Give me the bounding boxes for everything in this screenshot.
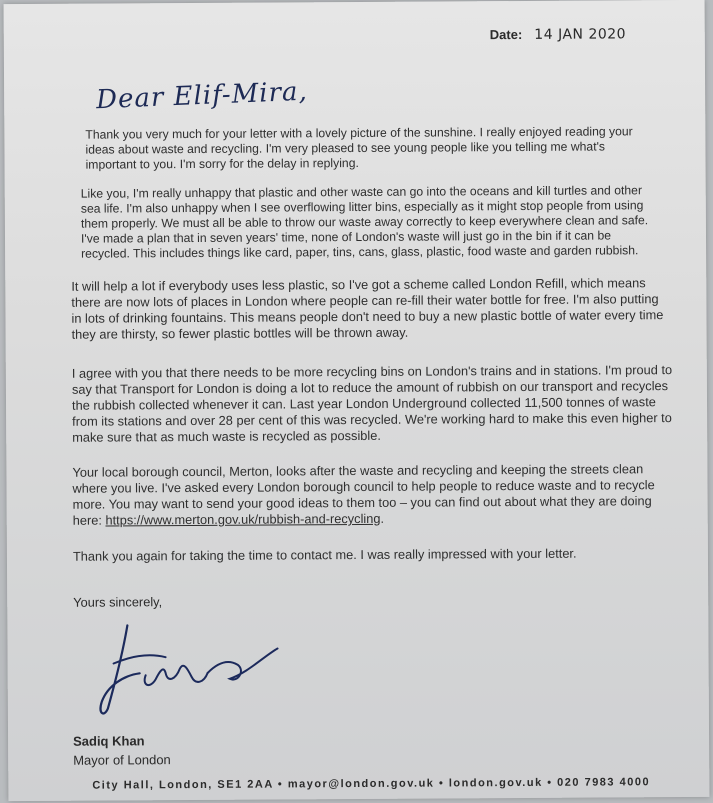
paragraph-1: Thank you very much for your letter with a lovely picture of the sunshine. I really enjoyed reading your ideas about waste and recycling. I'm very pleased to see young people like you telling me what's important to you. I'm sorry for the delay in replying.	[85, 124, 633, 172]
paragraph-5-text: Your local borough council, Merton, looks after the waste and recycling and keeping the streets clean where you live. I've asked every London borough council to help people to reduce waste and to recycle more. You may want to send your good ideas to them too – you can find out about what they are doing here:	[72, 461, 655, 528]
handwritten-greeting: Dear Elif-Mira,	[95, 76, 309, 116]
signatory-name: Sadiq Khan	[73, 733, 145, 749]
paragraph-3: It will help a lot if everybody uses less plastic, so I've got a scheme called London Refill, which means there are now lots of places in London where people can re-fill their water bottle for free. I'm also putting in lots of drinking fountains. This means people don't need to buy a new plastic bottle of water every time they are thirsty, so fewer plastic bottles will be thrown away.	[71, 275, 664, 342]
paragraph-5: Your local borough council, Merton, looks after the waste and recycling and keeping the streets clean where you live. I've asked every London borough council to help people to reduce waste and to recycle more. You may want to send your good ideas to them too – you can find out about what they are doing here: https://www.merton.gov.uk/rubbish-and-recycling.	[72, 461, 655, 528]
signatory-title: Mayor of London	[73, 752, 171, 768]
letter-page	[4, 0, 710, 801]
paragraph-6: Thank you again for taking the time to contact me. I was really impressed with your letter.	[72, 545, 577, 564]
date-stamp: 14 JAN 2020	[534, 26, 627, 43]
date-row	[490, 26, 626, 43]
closing: Yours sincerely,	[73, 594, 163, 610]
paragraph-4: I agree with you that there needs to be more recycling bins on London's trains and in stations. I'm proud to say that Transport for London is doing a lot to reduce the amount of rubbish on our transport and recycles the rubbish collected whenever it can. Last year London Underground collected 11,500 tonnes of waste from its stations and over 28 per cent of this was recycled. We're working hard to make this even higher to make sure that as much waste is recycled as possible.	[71, 362, 673, 445]
date-label: Date:	[489, 26, 523, 43]
footer-contact: City Hall, London, SE1 2AA • mayor@london.gov.uk • london.gov.uk • 020 7983 4000	[92, 776, 651, 792]
signature-icon	[87, 612, 308, 723]
paragraph-2: Like you, I'm really unhappy that plastic and other waste can go into the oceans and kill turtles and other sea life. I'm also unhappy when I see overflowing litter bins, especially as it might stop people from using them properly. We must all be able to throw our waste away correctly to keep everywhere clean and safe. I've made a plan that in seven years' time, none of London's waste will just go in the bin if it can be recycled. This includes things like card, paper, tins, cans, glass, plastic, food waste and garden rubbish.	[80, 183, 649, 261]
merton-link[interactable]: https://www.merton.gov.uk/rubbish-and-recycling	[105, 510, 381, 528]
